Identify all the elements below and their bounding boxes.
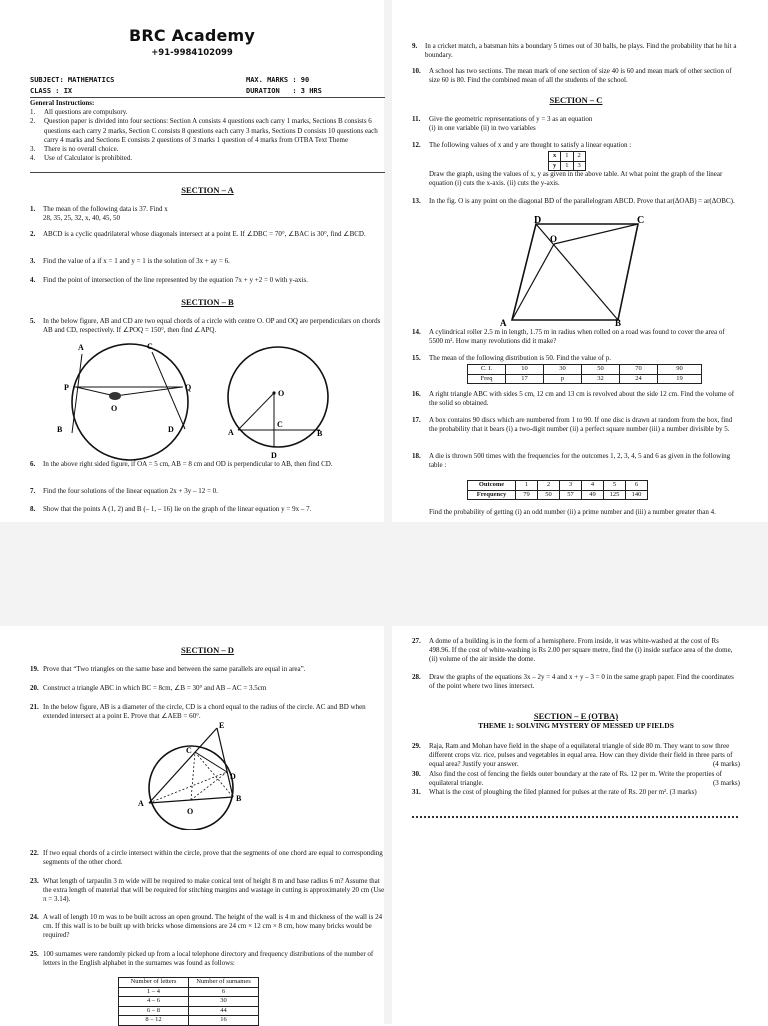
question-16: 16. A right triangle ABC with sides 5 cm, 12 cm and 13 cm is revolved about the side 12 cm. Find the volume of the solid so obtained. <box>412 390 735 408</box>
instructions-title: General Instructions: <box>30 99 95 107</box>
question-6: 6. In the above right sided figure, if OA = 5 cm, AB = 8 cm and OD is perpendicular to AB, then find CD. <box>30 460 333 468</box>
question-19: 19. Prove that “Two triangles on the same base and between the same parallels are equal in area”. <box>30 665 306 673</box>
question-3: 3. Find the value of a if x = 1 and y = 1 is the solution of 3x + ay = 6. <box>30 257 230 265</box>
figure-q5-circle <box>55 340 205 465</box>
label-c: C <box>637 215 645 226</box>
general-instructions <box>30 99 385 164</box>
label-b: B <box>57 425 63 434</box>
section-c-heading: SECTION – C <box>549 95 603 105</box>
label-p: P <box>64 383 69 392</box>
instruction-item: 2. Question paper is divided into four sections: Section A consists 4 questions each carry 1 marks, Sections B consists 6 questions each carry 2 marks, Section C consists 8 questions each carry 3 marks, Sections D consists 10 questions each carry 4 marks and Sections E consists 2 questions of 3 marks 1 question of 4 marks from OTBA Text Theme <box>30 117 378 144</box>
divider <box>30 172 385 173</box>
question-29: 29. Raja, Ram and Mohan have field in the shape of a equilateral triangle of side 80 m. They want to sow three different crops viz. rice, pulses and vegetables in equal area. How can they divide their field in three parts of equal area? Justify your answer. (4 marks) <box>412 742 740 769</box>
distribution-table: C. I. 10 30 50 70 90 Freq 17 p 32 24 19 <box>467 364 702 384</box>
question-30: 30. Also find the cost of fencing the fields outer boundary at the rate of Rs. 12 per m. Write the properties of equilateral triangle. (3 marks) <box>412 770 740 788</box>
label-a: A <box>228 428 234 437</box>
question-22: 22. If two equal chords of a circle intersect within the circle, prove that the segments of one chord are equal to corresponding segments of the other chord. <box>30 849 383 867</box>
max-marks: MAX. MARKS : 90 <box>246 76 310 84</box>
question-11: 11. Give the geometric representations of y = 3 as an equation (i) in one variable (ii) in two variables <box>412 115 593 133</box>
section-a-heading: SECTION – A <box>181 185 234 195</box>
question-31: 31. What is the cost of ploughing the filed planned for pulses at the rate of Rs. 20 per m². (3 marks) <box>412 788 697 796</box>
label-e: E <box>219 721 225 730</box>
label-c: C <box>186 746 192 755</box>
label-b: B <box>236 794 242 803</box>
die-table: Outcome 1 2 3 4 5 6 Frequency 79 50 57 49 125 140 <box>467 480 648 500</box>
section-d-heading: SECTION – D <box>181 645 234 655</box>
academy-phone: +91-9984102099 <box>151 48 233 58</box>
label-a: A <box>500 318 507 328</box>
class: CLASS : IX <box>30 87 73 95</box>
question-13: 13. In the fig. O is any point on the diagonal BD of the parallelogram ABCD. Prove that ar(ΔOAB) = ar(ΔOBC). <box>412 197 735 205</box>
end-dotted-line <box>412 816 738 818</box>
label-b: B <box>317 429 323 438</box>
label-b: B <box>615 318 622 328</box>
question-24: 24. A wall of length 10 m was to be built across an open ground. The height of the wall is 4 m and thickness of the wall is 24 cm. If this wall is to be built up with bricks whose dimensions are 24 cm × 12 cm × 8 cm, how many bricks would be required? <box>30 913 383 940</box>
duration: DURATION : 3 HRS <box>246 87 322 95</box>
instruction-item: 3. There is no overall choice. <box>30 145 119 154</box>
column-gap <box>384 0 392 1024</box>
question-15: 15. The mean of the following distribution is 50. Find the value of p. <box>412 354 611 362</box>
label-a: A <box>78 343 84 352</box>
instruction-item: 1. All questions are compulsory. <box>30 108 128 117</box>
label-o: O <box>550 234 558 244</box>
section-b-heading: SECTION – B <box>181 297 234 307</box>
question-14: 14. A cylindrical roller 2.5 m in length, 1.75 m in radius when rolled on a road was found to cover the area of 5500 m². How many revolutions did it make? <box>412 328 725 346</box>
question-12-cont: Draw the graph, using the values of x, y as given in the above table. At what point the graph of the linear equation (i) cuts the x-axis. (ii) cuts the y-axis. <box>429 170 723 188</box>
question-12: 12. The following values of x and y are thought to satisfy a linear equation : <box>412 141 632 149</box>
label-o: O <box>278 389 285 398</box>
question-17: 17. A box contains 90 discs which are numbered from 1 to 90. If one disc is drawn at random from the box, find the probability that it bears (i) a two-digit number (ii) a perfect square number (iii) a number divisible by 5. <box>412 416 733 434</box>
label-d: D <box>534 215 542 226</box>
question-27: 27. A dome of a building is in the form of a hemisphere. From inside, it was white-washed at the cost of Rs 498.96. If the cost of white-washing is Rs 2.00 per square metre, find the (i) inside surface area of the dome, (ii) volume of the air inside the dome. <box>412 637 733 664</box>
question-20: 20. Construct a triangle ABC in which BC = 8cm, ∠B = 30° and AB – AC = 3.5cm <box>30 684 267 692</box>
label-d: D <box>230 772 236 781</box>
academy-title: BRC Academy <box>128 26 256 45</box>
divider <box>30 97 385 98</box>
label-d: D <box>168 425 174 434</box>
section-e-heading: SECTION – E (OTBA) <box>533 711 619 721</box>
question-9: 9. In a cricket match, a batsman hits a boundary 5 times out of 30 balls, he plays. Find the probability that he hit a boundary. <box>412 42 737 60</box>
label-o: O <box>111 404 118 413</box>
figure-q21-circle <box>135 720 250 830</box>
label-c: C <box>277 420 283 429</box>
question-10: 10. A school has two sections. The mean mark of one section of size 40 is 60 and mean mark of other section of size 60 is 80. Find the combined mean of all the students of the school. <box>412 67 732 85</box>
question-23: 23. What length of tarpaulin 3 m wide will be required to make conical tent of height 8 m and base radius 6 m? Assume that the extra length of material that will be required for stitching margins and wastage in cutting is approximately 20 cm (Use π = 3.14). <box>30 877 385 904</box>
surnames-table: Number of letters Number of surnames 1 – 4 6 4 – 6 30 6 – 8 44 8 – 12 16 <box>118 977 259 1026</box>
question-4: 4. Find the point of intersection of the line represented by the equation 7x + y +2 = 0 with y-axis. <box>30 276 308 284</box>
instruction-item: 4. Use of Calculator is prohibited. <box>30 154 133 163</box>
question-1: 1. The mean of the following data is 37. Find x 28, 35, 25, 32, x, 40, 45, 50 <box>30 205 168 223</box>
question-7: 7. Find the four solutions of the linear equation 2x + 3y – 12 = 0. <box>30 487 218 495</box>
section-e-theme: THEME 1: SOLVING MYSTERY OF MESSED UP FIELDS <box>478 721 674 730</box>
label-a: A <box>138 799 144 808</box>
question-25: 25. 100 surnames were randomly picked up from a local telephone directory and frequency distributions of the number of letters in the English alphabet in the surnames was found as follows: <box>30 950 374 968</box>
xy-table: x 1 2 y 1 3 <box>548 151 586 171</box>
question-5: 5. In the below figure, AB and CD are two equal chords of a circle with centre O. OP and OQ are perpendiculars on chords AB and CD, respectively. If ∠POQ = 150°, then find ∠APQ. <box>30 317 381 335</box>
figure-q13-parallelogram <box>498 214 658 329</box>
label-q: Q <box>185 383 192 392</box>
question-21: 21. In the below figure, AB is a diameter of the circle, CD is a chord equal to the radius of the circle. AC and BD when extended intersect at a point E. Prove that ∠AEB = 60°. <box>30 703 366 721</box>
label-o: O <box>187 807 194 816</box>
subject: SUBJECT: MATHEMATICS <box>30 76 115 84</box>
question-2: 2. ABCD is a cyclic quadrilateral whose diagonals intersect at a point E. If ∠DBC = 70°, ∠BAC is 30°, find ∠BCD. <box>30 230 366 238</box>
figure-q6-circle <box>220 345 340 460</box>
question-18: 18. A die is thrown 500 times with the frequencies for the outcomes 1, 2, 3, 4, 5 and 6 as given in the following table : <box>412 452 731 470</box>
question-28: 28. Draw the graphs of the equations 3x – 2y = 4 and x + y – 3 = 0 in the same graph paper. Find the coordinates of the point where two lines intersect. <box>412 673 734 691</box>
question-18-cont: Find the probability of getting (i) an odd number (ii) a prime number and (iii) a number greater than 4. <box>429 508 716 516</box>
label-d: D <box>271 451 277 460</box>
question-8: 8. Show that the points A (1, 2) and B (– 1, – 16) lie on the graph of the linear equation y = 9x – 7. <box>30 505 312 513</box>
label-c: C <box>147 342 153 351</box>
